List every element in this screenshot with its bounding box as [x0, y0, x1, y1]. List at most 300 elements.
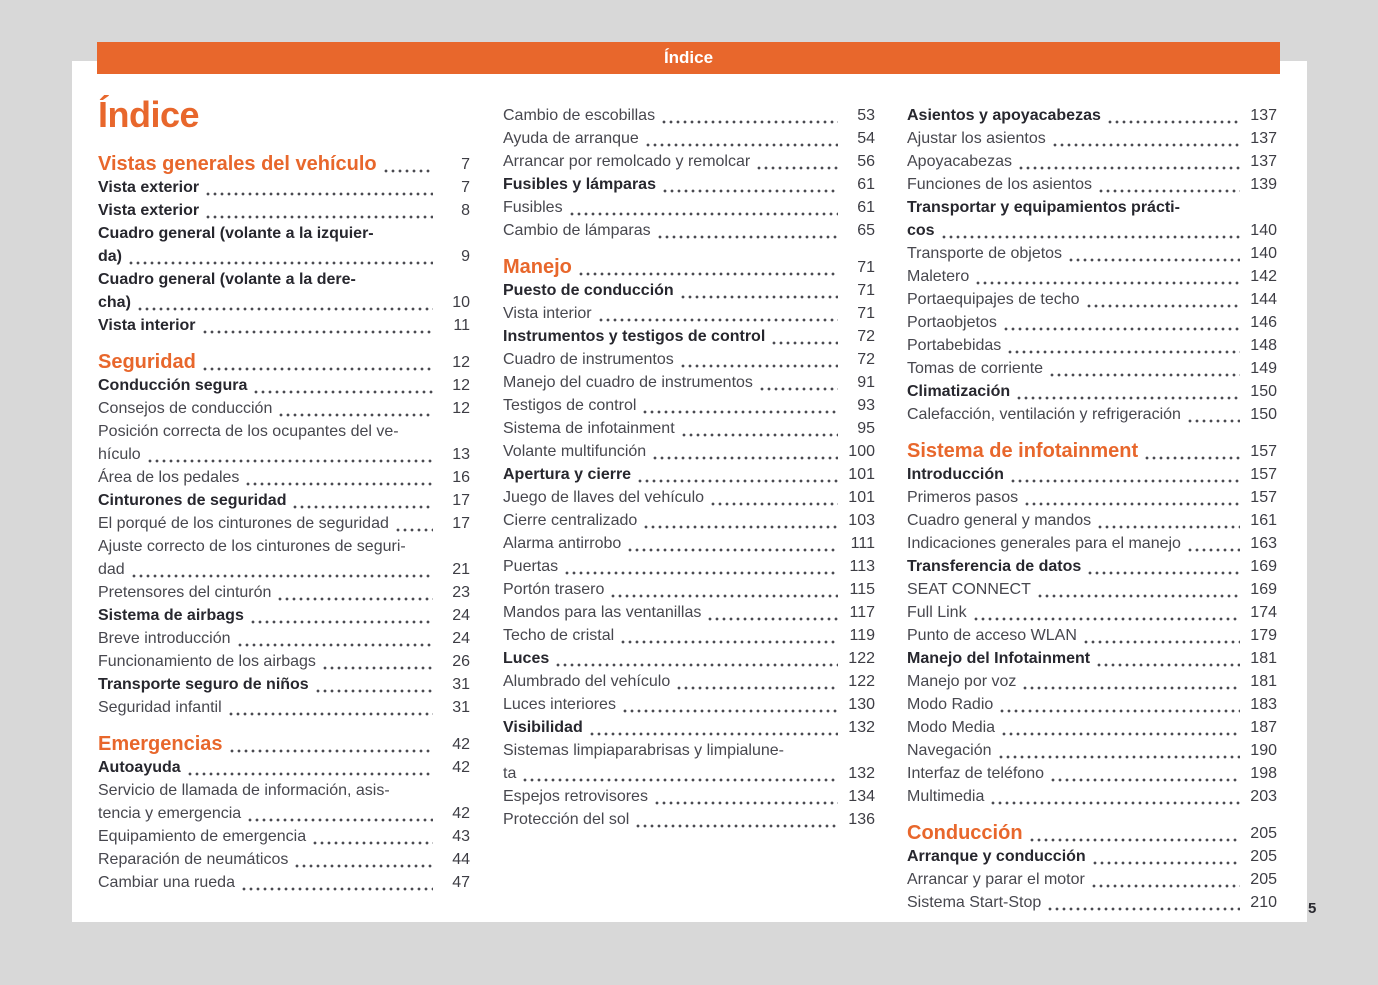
- toc-entry: [503, 173, 875, 196]
- leader-dots: [709, 486, 840, 509]
- toc-entry-page: 136: [848, 811, 875, 828]
- toc-entry-page: 31: [452, 676, 470, 693]
- toc-entry-row: [98, 650, 470, 673]
- toc-entry-text: Manejo por voz: [907, 673, 1017, 690]
- leader-dots: [252, 374, 435, 397]
- toc-column-3: [907, 95, 1277, 914]
- toc-entry: [503, 302, 875, 325]
- toc-entry-row: [907, 868, 1277, 891]
- toc-entry: [503, 670, 875, 693]
- toc-entry-row: [503, 555, 875, 578]
- leader-dots: [770, 325, 840, 348]
- toc-entry-row: [98, 512, 470, 535]
- toc-column-2: [503, 95, 875, 914]
- toc-entry-row: [503, 256, 875, 279]
- toc-entry-page: 23: [452, 584, 470, 601]
- toc-entry: [503, 150, 875, 173]
- toc-entry: [98, 351, 470, 374]
- toc-entry-page: 181: [1250, 673, 1277, 690]
- toc-entry: [907, 403, 1277, 426]
- toc-entry-row: [503, 486, 875, 509]
- toc-entry-row: [907, 785, 1277, 808]
- toc-entry: [503, 693, 875, 716]
- toc-entry: [503, 219, 875, 242]
- toc-entry-row: [98, 199, 470, 222]
- toc-entry-text: Alumbrado del vehículo: [503, 673, 671, 690]
- toc-entry-row: [503, 716, 875, 739]
- toc-entry-text: Portabebidas: [907, 337, 1002, 354]
- toc-entry-text: Cinturones de seguridad: [98, 492, 287, 509]
- leader-dots: [755, 150, 840, 173]
- leader-dots: [1067, 242, 1242, 265]
- leader-dots: [186, 756, 435, 779]
- toc-entry: [503, 578, 875, 601]
- toc-entry: [503, 555, 875, 578]
- toc-entry-text: Cuadro general (volante a la izquier-: [98, 225, 374, 242]
- leader-dots: [597, 302, 840, 325]
- toc-entry: [503, 417, 875, 440]
- leader-dots: [1091, 845, 1242, 868]
- toc-entry-row: [98, 466, 470, 489]
- leader-dots: [201, 314, 435, 337]
- toc-entry: [503, 601, 875, 624]
- toc-entry-page: 101: [848, 489, 875, 506]
- toc-entry-row: [907, 104, 1277, 127]
- toc-entry-text: Interfaz de teléfono: [907, 765, 1044, 782]
- toc-entry-row: [907, 601, 1277, 624]
- toc-entry-page: 100: [848, 443, 875, 460]
- leader-dots: [619, 624, 840, 647]
- toc-entry-page: 12: [452, 354, 470, 371]
- toc-entry-page: 137: [1250, 153, 1277, 170]
- toc-entry-text: Breve introducción: [98, 630, 231, 647]
- toc-entry-page: 139: [1250, 176, 1277, 193]
- toc-entry: [907, 509, 1277, 532]
- toc-entry-row: [98, 245, 470, 268]
- toc-entry-row: [907, 647, 1277, 670]
- toc-entry-text: Arrancar y parar el motor: [907, 871, 1085, 888]
- toc-entry-text: Cuadro de instrumentos: [503, 351, 674, 368]
- toc-entry-page: 26: [452, 653, 470, 670]
- toc-entry-text: Maletero: [907, 268, 970, 285]
- leader-dots: [1082, 624, 1242, 647]
- toc-entry-page: 198: [1250, 765, 1277, 782]
- toc-entry: [907, 624, 1277, 647]
- toc-entry-row: [98, 848, 470, 871]
- toc-entry-text: cha): [98, 294, 131, 311]
- leader-dots: [136, 291, 435, 314]
- leader-dots: [554, 647, 840, 670]
- toc-entry-row: [503, 647, 875, 670]
- toc-entry-row: [98, 733, 470, 756]
- leader-dots: [291, 489, 435, 512]
- toc-entry: [98, 535, 470, 581]
- leader-dots: [311, 825, 435, 848]
- toc-entry: [503, 624, 875, 647]
- toc-entry-text: Funcionamiento de los airbags: [98, 653, 316, 670]
- toc-entry-page: 42: [452, 805, 470, 822]
- toc-entry-text: Vista exterior: [98, 179, 200, 196]
- toc-entry-page: 169: [1250, 581, 1277, 598]
- leader-dots: [1186, 532, 1242, 555]
- toc-entry-page: 43: [452, 828, 470, 845]
- toc-entry-row: [503, 127, 875, 150]
- toc-entry-text: Pretensores del cinturón: [98, 584, 272, 601]
- toc-entry: [98, 512, 470, 535]
- toc-entry: [503, 509, 875, 532]
- toc-entry-text: Tomas de corriente: [907, 360, 1044, 377]
- toc-entry-page: 150: [1250, 406, 1277, 423]
- toc-entry: [907, 311, 1277, 334]
- toc-entry-row: [907, 555, 1277, 578]
- toc-entry-row: [503, 509, 875, 532]
- leader-dots: [1096, 509, 1242, 532]
- toc-entry-text: Funciones de los asientos: [907, 176, 1092, 193]
- toc-entry-text: Cierre centralizado: [503, 512, 638, 529]
- toc-column-1: [98, 95, 470, 914]
- toc-entry-page: 140: [1250, 222, 1277, 239]
- toc-entry-row: [503, 532, 875, 555]
- toc-entry: [503, 785, 875, 808]
- leader-dots: [577, 256, 840, 279]
- leader-dots: [394, 512, 435, 535]
- toc-entry-row: [907, 463, 1277, 486]
- toc-entry-text: hículo: [98, 446, 141, 463]
- leader-dots: [1048, 357, 1242, 380]
- toc-entry-text: Luces: [503, 650, 550, 667]
- toc-entry-text: Portaobjetos: [907, 314, 997, 331]
- toc-entry-page: 72: [857, 351, 875, 368]
- leader-dots: [1085, 288, 1242, 311]
- toc-entry-row: [98, 374, 470, 397]
- leader-dots: [1036, 578, 1242, 601]
- toc-entry-text: Primeros pasos: [907, 489, 1019, 506]
- toc-entry-page: 183: [1250, 696, 1277, 713]
- leader-dots: [201, 351, 435, 374]
- leader-dots: [1090, 868, 1242, 891]
- leader-dots: [656, 219, 840, 242]
- toc-entry-row: [98, 351, 470, 374]
- toc-entry-text: Autoayuda: [98, 759, 181, 776]
- toc-entry-page: 42: [452, 736, 470, 753]
- toc-entry-row: [907, 624, 1277, 647]
- toc-entry-row: [907, 403, 1277, 426]
- toc-entry: [503, 647, 875, 670]
- toc-entry-text: Ajuste correcto de los cinturones de seguri-: [98, 538, 406, 555]
- leader-dots: [1046, 891, 1242, 914]
- toc-entry-text: Introducción: [907, 466, 1004, 483]
- toc-entry: [98, 779, 470, 825]
- toc-entry-page: 24: [452, 607, 470, 624]
- toc-entry-row: [907, 288, 1277, 311]
- toc-entry-page: 10: [452, 294, 470, 311]
- toc-entry-text: Navegación: [907, 742, 992, 759]
- leader-dots: [130, 558, 435, 581]
- toc-entry: [98, 673, 470, 696]
- toc-entry-page: 148: [1250, 337, 1277, 354]
- toc-entry-row: [98, 696, 470, 719]
- toc-entry-page: 111: [850, 535, 875, 552]
- toc-entry-row: [98, 756, 470, 779]
- toc-entry: [98, 153, 470, 176]
- toc-entry-row: [503, 624, 875, 647]
- toc-entry-row: [907, 845, 1277, 868]
- toc-entry-page: 150: [1250, 383, 1277, 400]
- toc-entry-page: 103: [848, 512, 875, 529]
- leader-dots: [642, 509, 840, 532]
- toc-entry-row: [503, 279, 875, 302]
- toc-entry: [98, 871, 470, 894]
- toc-entry: [907, 822, 1277, 845]
- toc-entry-page: 157: [1250, 443, 1277, 460]
- toc-entry-page: 210: [1250, 894, 1277, 911]
- toc-entry-page: 61: [857, 176, 875, 193]
- toc-entry-page: 134: [848, 788, 875, 805]
- toc-entry-row: [98, 314, 470, 337]
- toc-entry: [907, 601, 1277, 624]
- toc-entry-text: Área de los pedales: [98, 469, 240, 486]
- toc-entry-text: Transportar y equipamientos prácti-: [907, 199, 1180, 216]
- header-bar: [97, 42, 1280, 74]
- leader-dots: [653, 785, 840, 808]
- toc-entry: [503, 127, 875, 150]
- toc-entry-text: Apoyacabezas: [907, 153, 1012, 170]
- leader-dots: [1000, 716, 1242, 739]
- toc-entry-page: 7: [461, 156, 470, 173]
- toc-entry: [907, 127, 1277, 150]
- toc-entry: [907, 486, 1277, 509]
- leader-dots: [641, 394, 840, 417]
- toc-entry-page: 205: [1250, 825, 1277, 842]
- toc-entry-row: [907, 693, 1277, 716]
- leader-dots: [609, 578, 840, 601]
- leader-dots: [276, 581, 435, 604]
- toc-entry-row: [98, 627, 470, 650]
- leader-dots: [1021, 670, 1242, 693]
- leader-dots: [588, 716, 840, 739]
- toc-entry: [907, 555, 1277, 578]
- toc-entry-row: [503, 670, 875, 693]
- toc-entry-text: Cuadro general y mandos: [907, 512, 1092, 529]
- toc-entry-page: 179: [1250, 627, 1277, 644]
- toc-entry-text: Alarma antirrobo: [503, 535, 622, 552]
- toc-entry-text: Portón trasero: [503, 581, 605, 598]
- leader-dots: [679, 348, 840, 371]
- toc-entry-page: 17: [452, 515, 470, 532]
- toc-entry-row: [503, 150, 875, 173]
- toc-entry-row: [907, 380, 1277, 403]
- toc-entry: [503, 279, 875, 302]
- toc-entry-text: Cambiar una rueda: [98, 874, 235, 891]
- toc-entry-text: Fusibles: [503, 199, 563, 216]
- toc-entry-text: cos: [907, 222, 935, 239]
- leader-dots: [675, 670, 840, 693]
- leader-dots: [998, 693, 1242, 716]
- toc-entry-row: [907, 357, 1277, 380]
- leader-dots: [660, 104, 840, 127]
- toc-entry-row: [503, 578, 875, 601]
- toc-entry: [98, 604, 470, 627]
- toc-entry-page: 157: [1250, 489, 1277, 506]
- toc-entry-page: 93: [857, 397, 875, 414]
- toc-entry-row: [907, 716, 1277, 739]
- toc-entry-text: Reparación de neumáticos: [98, 851, 289, 868]
- leader-dots: [1023, 486, 1242, 509]
- toc-entry-page: 56: [857, 153, 875, 170]
- toc-entry: [98, 466, 470, 489]
- toc-entry: [503, 371, 875, 394]
- toc-entry-page: 161: [1250, 512, 1277, 529]
- toc-entry: [907, 440, 1277, 463]
- leader-dots: [321, 650, 435, 673]
- leader-dots: [636, 463, 840, 486]
- toc-entry-page: 122: [848, 650, 875, 667]
- toc-entry-page: 149: [1250, 360, 1277, 377]
- toc-entry-page: 146: [1250, 314, 1277, 331]
- leader-dots: [680, 417, 840, 440]
- toc-entry: [907, 670, 1277, 693]
- toc-entry: [907, 578, 1277, 601]
- toc-entry-text: Sistemas limpiaparabrisas y limpialune-: [503, 742, 784, 759]
- toc-entry: [503, 532, 875, 555]
- leader-dots: [1097, 173, 1242, 196]
- toc-entry-text: Calefacción, ventilación y refrigeración: [907, 406, 1181, 423]
- toc-entry: [907, 647, 1277, 670]
- toc-entry-text: Manejo: [503, 256, 572, 278]
- toc-entry: [503, 325, 875, 348]
- toc-entry-page: 205: [1250, 871, 1277, 888]
- toc-entry-row: [503, 196, 875, 219]
- leader-dots: [1186, 403, 1242, 426]
- toc-entry: [98, 420, 470, 466]
- toc-entry-page: 137: [1250, 107, 1277, 124]
- leader-dots: [621, 693, 840, 716]
- toc-entry: [503, 348, 875, 371]
- toc-entry-page: 7: [461, 179, 470, 196]
- leader-dots: [679, 279, 840, 302]
- toc-entry-page: 53: [857, 107, 875, 124]
- toc-entry-row: [98, 673, 470, 696]
- leader-dots: [228, 733, 435, 756]
- toc-entry-page: 47: [452, 874, 470, 891]
- leader-dots: [1017, 150, 1242, 173]
- leader-dots: [974, 265, 1242, 288]
- leader-dots: [246, 802, 435, 825]
- toc-entry-page: 190: [1250, 742, 1277, 759]
- toc-entry-row: [98, 176, 470, 199]
- toc-entry: [503, 808, 875, 831]
- leader-dots: [1095, 647, 1242, 670]
- toc-entry-page: 119: [849, 627, 875, 644]
- toc-entry: [98, 222, 470, 268]
- toc-entry-text: Visibilidad: [503, 719, 583, 736]
- leader-dots: [661, 173, 840, 196]
- toc-entry: [503, 463, 875, 486]
- toc-entry-text: Apertura y cierre: [503, 466, 632, 483]
- leader-dots: [1002, 311, 1242, 334]
- toc-entry-text: Cambio de escobillas: [503, 107, 656, 124]
- toc-entry-text: tencia y emergencia: [98, 805, 242, 822]
- leader-dots: [644, 127, 840, 150]
- toc-entry-text: ta: [503, 765, 517, 782]
- toc-entry-text: Sistema de airbags: [98, 607, 244, 624]
- toc-entry-text: Vista interior: [98, 317, 196, 334]
- leader-dots: [314, 673, 435, 696]
- toc-entry-row: [98, 871, 470, 894]
- toc-entry-row: [907, 440, 1277, 463]
- toc-entry: [907, 104, 1277, 127]
- toc-entry-page: 65: [857, 222, 875, 239]
- toc-entry-row: [503, 693, 875, 716]
- toc-entry-row: [907, 334, 1277, 357]
- toc-entry-page: 142: [1250, 268, 1277, 285]
- toc-entry: [907, 265, 1277, 288]
- toc-entry: [907, 845, 1277, 868]
- toc-entry: [98, 650, 470, 673]
- leader-dots: [972, 601, 1242, 624]
- toc-entry-page: 12: [452, 400, 470, 417]
- leader-dots: [1051, 127, 1242, 150]
- toc-entry-page: 91: [857, 374, 875, 391]
- toc-entry-page: 205: [1250, 848, 1277, 865]
- toc-entry-page: 21: [452, 561, 470, 578]
- toc-entry: [907, 762, 1277, 785]
- leader-dots: [1143, 440, 1242, 463]
- toc-entry-text: Techo de cristal: [503, 627, 615, 644]
- leader-dots: [634, 808, 840, 831]
- toc-entry-row: [98, 604, 470, 627]
- toc-entry: [503, 104, 875, 127]
- toc-entry: [98, 199, 470, 222]
- toc-entry-page: 157: [1250, 466, 1277, 483]
- toc-entry-page: 71: [857, 259, 875, 276]
- toc-entry-text: Instrumentos y testigos de control: [503, 328, 766, 345]
- toc-entry-page: 187: [1250, 719, 1277, 736]
- toc-entry: [503, 196, 875, 219]
- toc-entry-text: Puertas: [503, 558, 559, 575]
- leader-dots: [249, 604, 435, 627]
- leader-dots: [146, 443, 435, 466]
- leader-dots: [204, 176, 435, 199]
- toc-entry: [907, 532, 1277, 555]
- toc-entry-page: 71: [857, 305, 875, 322]
- leader-dots: [293, 848, 435, 871]
- leader-dots: [382, 153, 435, 176]
- toc-entry-text: Volante multifunción: [503, 443, 647, 460]
- toc-entry: [98, 696, 470, 719]
- toc-entry-text: Luces interiores: [503, 696, 616, 713]
- toc-entry-page: 140: [1250, 245, 1277, 262]
- toc-entry-text: Juego de llaves del vehículo: [503, 489, 705, 506]
- leader-dots: [1006, 334, 1242, 357]
- toc-entry: [98, 489, 470, 512]
- toc-entry: [907, 196, 1277, 242]
- toc-entry: [98, 627, 470, 650]
- toc-entry-row: [907, 486, 1277, 509]
- toc-entry: [907, 891, 1277, 914]
- leader-dots: [240, 871, 435, 894]
- toc-entry: [503, 486, 875, 509]
- toc-entry: [907, 150, 1277, 173]
- toc-entry-row: [907, 173, 1277, 196]
- toc-entry-row: [503, 785, 875, 808]
- toc-entry-row: [503, 394, 875, 417]
- page-content: [72, 61, 1307, 922]
- toc-entry-text: Mandos para las ventanillas: [503, 604, 702, 621]
- toc-entry-text: Seguridad: [98, 351, 196, 373]
- leader-dots: [1049, 762, 1242, 785]
- toc-entry-page: 12: [452, 377, 470, 394]
